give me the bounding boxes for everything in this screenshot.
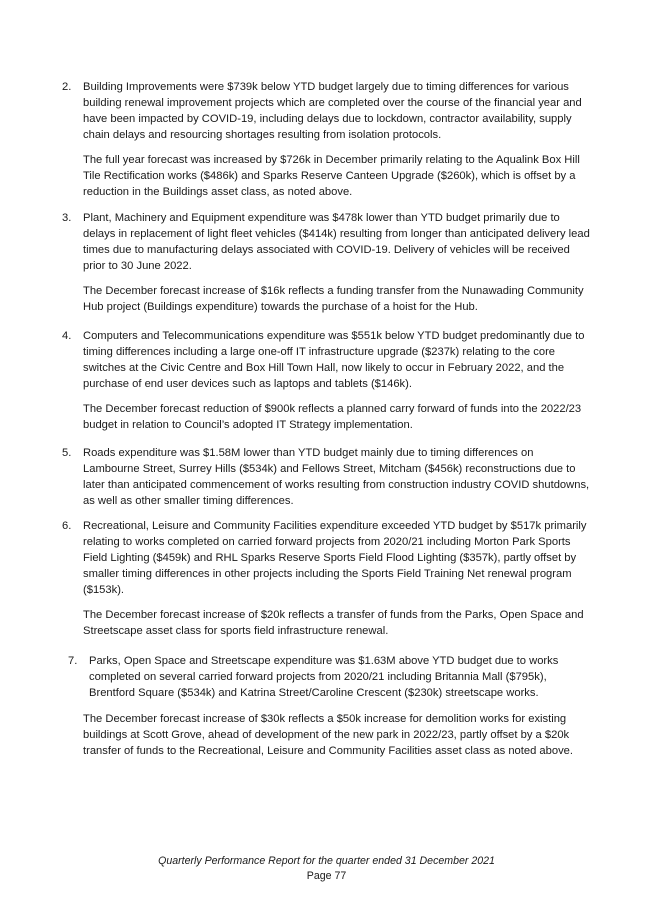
list-item-6 — [62, 519, 592, 599]
list-item-text: Parks, Open Space and Streetscape expenditure was $1.63M above YTD budget due to works completed on several carried forward projects from 2020/21 including Britannia Mall ($795k), Brentford Square ($534k) and Katrina Street/Caroline Crescent ($230k) streetscape works. — [89, 655, 559, 699]
list-item-text: Building Improvements were $739k below YTD budget largely due to timing differences for various building renewal improvement projects which are completed over the course of the financial year and have been impacted by COVID-19, including delays due to lockdown, contractor availability, supply chain delays and resourcing shortages resulting from isolation protocols. — [83, 81, 582, 141]
list-number: 3. — [62, 212, 72, 224]
list-item-text: Roads expenditure was $1.58M lower than YTD budget mainly due to timing differences on Lambourne Street, Surrey Hills ($534k) and Fellows Street, Mitcham ($456k) reconstructions due to later than anticipated commencement of works resulting from construction industry COVID shutdowns, as well as other smaller timing differences. — [83, 447, 590, 507]
list-item-text: Recreational, Leisure and Community Facilities expenditure exceeded YTD budget by $517k primarily relating to works completed on carried forward projects from 2020/21 including Morton Park Sports Field Lighting ($459k) and RHL Sparks Reserve Sports Field Flood Lighting ($357k), partly offset by smaller timing differences in other projects including the Sports Field Training Net renewal program ($153k). — [83, 520, 587, 596]
list-item-3 — [62, 211, 592, 275]
page-number: Page 77 — [306, 870, 347, 882]
list-item-text: Computers and Telecommunications expenditure was $551k below YTD budget predominantly due to timing differences including a large one-off IT infrastructure upgrade ($237k) relating to the core switches at the Civic Centre and Box Hill Town Hall, now likely to occur in February 2022, and the purchase of end user devices such as laptops and tablets ($146k). — [83, 330, 585, 390]
list-number: 7. — [68, 655, 78, 667]
followup-paragraph: The December forecast increase of $16k reflects a funding transfer from the Nunawading Community Hub project (Buildings expenditure) towards the purchase of a hoist for the Hub. — [83, 285, 584, 313]
followup-paragraph: The December forecast increase of $30k reflects a $50k increase for demolition works for existing buildings at Scott Grove, ahead of development of the new park in 2022/23, partly offset by a $20k transfer of funds to the Recreational, Leisure and Community Facilities asset class as noted above. — [83, 713, 574, 757]
list-number: 4. — [62, 330, 72, 342]
followup-paragraph: The December forecast reduction of $900k reflects a planned carry forward of funds into the 2022/23 budget in relation to Council’s adopted IT Strategy implementation. — [83, 403, 582, 431]
list-number: 2. — [62, 81, 72, 93]
list-number: 5. — [62, 447, 72, 459]
list-number: 6. — [62, 520, 72, 532]
followup-paragraph: The full year forecast was increased by $726k in December primarily relating to the Aqualink Box Hill Tile Rectification works ($486k) and Sparks Reserve Canteen Upgrade ($260k), which is offset by a reduction in the Buildings asset class, as noted above. — [83, 154, 580, 198]
list-item-text: Plant, Machinery and Equipment expenditure was $478k lower than YTD budget primarily due to delays in replacement of light fleet vehicles ($414k) resulting from longer than anticipated delivery lead times due to manufacturing delays associated with COVID-19. Delivery of vehicles will be received prior to 30 June 2022. — [83, 212, 590, 272]
list-item-4 — [62, 329, 592, 393]
followup-paragraph: The December forecast increase of $20k reflects a transfer of funds from the Parks, Open Space and Streetscape asset class for sports field infrastructure renewal. — [83, 609, 584, 637]
list-item-7 — [68, 654, 588, 702]
report-footer-title: Quarterly Performance Report for the quarter ended 31 December 2021 — [158, 855, 495, 867]
list-item-2 — [62, 80, 592, 144]
list-item-5 — [62, 446, 592, 510]
